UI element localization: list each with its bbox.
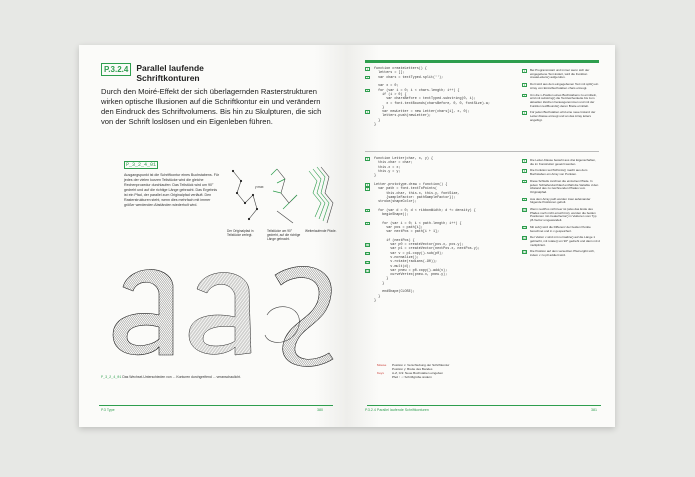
explanation-text: Die Funktion textToPoints() macht aus dem Buchstaben ein Array von Punkten. (530, 168, 588, 177)
code-text: } (374, 294, 381, 299)
line-marker (365, 102, 370, 106)
legend-value: Position y: Breite des Bandes (392, 367, 433, 371)
explanations-bottom (522, 159, 600, 261)
line-marker: 8 (366, 209, 369, 213)
footer-section: P.3 Type (101, 408, 115, 412)
explanation-marker: 2 (523, 84, 526, 88)
line-marker (365, 213, 370, 217)
code-text: for (var i = 0; i < path.length; i++) { (374, 221, 462, 226)
line-marker (365, 72, 370, 76)
code-text: beginShape(); (374, 213, 409, 217)
code-block-create-letters (365, 67, 517, 127)
line-marker (365, 196, 370, 200)
line-marker: 3 (366, 89, 369, 93)
explanation-item (522, 250, 600, 257)
code-text: var path = font.textToPoints( (374, 187, 438, 192)
code-text: for (var d = 0; d < ribbonWidth; d += density) { (374, 208, 476, 213)
code-text: {sampleFactor: pathSampleFactor}); (374, 195, 456, 200)
line-marker (365, 205, 370, 209)
code-text: var pos = path[i]; (374, 225, 423, 230)
line-marker: 9 (366, 222, 369, 226)
line-marker (365, 166, 370, 170)
explanation-text: Um die x-Position eines Buchstabens zu ermitteln, wird mit substring() die Textzeichenkette bis zum aktuellen Zeichen herausgenommen und mit der Funktion textBounds() deren Breite ermittelt. (530, 92, 597, 108)
explanation-text: Wenn nextPos nicht leer ist (also das Ende des Pfades noch nicht erreicht ist), werden die beiden Positionen mit createVector() in Vektoren vom Typ p5.Vector umgewandelt. (530, 207, 597, 223)
footer-page-number: 380 (317, 408, 323, 412)
code-text: var charsBefore = textTyped.substring(0, i); (374, 97, 476, 102)
code-text: this.char = char; (374, 161, 413, 166)
code-text: var p1 = createVector(nextPos.x, nextPos.y); (374, 247, 480, 252)
line-marker (365, 256, 370, 260)
code-text: this.x = x; (374, 165, 401, 170)
line-marker (365, 85, 370, 89)
section-divider (365, 151, 599, 152)
interaction-legend (377, 363, 449, 379)
explanation-marker: 10 (523, 209, 526, 213)
line-marker (365, 115, 370, 119)
code-line (365, 299, 517, 303)
explanation-marker: 6 (523, 170, 526, 174)
explanation-marker: 7 (523, 180, 526, 184)
explanation-item (522, 159, 600, 166)
code-text: function createLetters() { (374, 67, 427, 72)
line-marker (365, 175, 370, 179)
explanation-item (522, 198, 600, 205)
line-marker (365, 179, 370, 183)
figure-caption-1: Der Originalpfad in Teilstücke zerlegt. (227, 229, 254, 237)
line-marker (365, 192, 370, 196)
line-marker: 4 (366, 111, 369, 115)
code-text: } (374, 281, 385, 286)
explanation-item (522, 180, 600, 195)
legend-row-keys-2 (377, 375, 449, 379)
bottom-caption-tag: P_3_2_4_01 (101, 376, 122, 380)
line-marker (365, 295, 370, 299)
section-number: P.3.2.4 (101, 63, 131, 76)
code-text: var newLetter = new Letter(chars[i], x, 0); (374, 110, 470, 115)
code-text: var x = 0; (374, 84, 399, 89)
code-text: var pneu = p0.copy().add(v); (374, 268, 448, 273)
top-accent-bar (365, 60, 599, 63)
explanation-marker: 5 (523, 160, 526, 163)
line-marker (365, 80, 370, 84)
line-marker (365, 248, 370, 252)
code-text: curveVertex(pneu.x, pneu.y); (374, 273, 448, 278)
explanation-item (522, 226, 600, 233)
figure-rotated-segments (267, 165, 303, 227)
footer-rule (367, 405, 601, 406)
explanation-item (522, 236, 600, 247)
section-title: Parallel laufende Schriftkonturen (136, 63, 204, 83)
code-text: } (374, 105, 385, 110)
legend-key: Mouse (377, 363, 387, 367)
section-heading (101, 63, 256, 83)
code-reference-tag: P_3_2_4_01 (126, 162, 157, 168)
code-text: var chars = textTyped.split(''); (374, 75, 444, 80)
explanation-item (522, 83, 600, 90)
code-text: this.char, this.x, this.y, fontSize, (374, 191, 460, 196)
explanation-item (522, 111, 600, 122)
explanation-text: Bei Programmstart und immer wenn sich der eingegebene Text ändert, wird die Funktion createLetters() aufgerufen. (530, 68, 590, 80)
footer-page-number: 381 (591, 408, 597, 412)
code-text: } (374, 118, 381, 123)
line-marker (365, 200, 370, 204)
code-text: Letter.prototype.draw = function() { (374, 182, 448, 187)
line-marker (365, 162, 370, 166)
line-marker (365, 282, 370, 286)
bottom-caption-text: Das Wechsel-Unterschieden von ... Konturen durchgreifend ... veranschaulicht. (122, 375, 241, 379)
code-text: if (i > 0) { (374, 92, 407, 97)
lead-paragraph: Durch den Moiré-Effekt der sich überlagernden Rasterstrukturen wirken optische Illusionen auf die Schriftkontur ein und verändern den Eindruck des Schriftvolumens. Bis hin zu Skulpturen, die sich von der Schrift loslösen und ein Eigenleben führen. (101, 87, 322, 126)
code-text: v.normalize(); (374, 255, 419, 260)
code-text: stroke(shapeColor); (374, 200, 417, 205)
figure-caption-3: Weiterlaufende Pfade. (305, 229, 337, 233)
explanation-item (522, 94, 600, 109)
explanation-text: Mit sub() wird die Differenz der beiden Punkte berechnet und in v gespeichert. (530, 224, 591, 233)
explanation-text: Dort wird aus dem eingegebenen Text mit split() ein Array von Einzelbuchstaben chars erzeugt. (530, 82, 599, 90)
line-marker (365, 97, 370, 101)
explanation-text: Die Letter-Klasse besteht aus drei Eigenschaften, die im Konstruktor gesetzt werden. (530, 158, 596, 166)
line-marker (365, 265, 370, 269)
line-marker (365, 106, 370, 110)
line-marker (365, 239, 370, 243)
code-text: } (374, 277, 389, 282)
explanation-text: Der Vektor v wird mit normalize() auf die Länge 1 gebracht, mit rotate() um 90° gedreht und dann mit d multipliziert. (530, 235, 600, 247)
explanation-item (522, 208, 600, 223)
line-marker: 12 (366, 261, 369, 265)
legend-key: Keys (377, 371, 384, 375)
code-text: letters.push(newLetter); (374, 114, 431, 119)
explanation-text: Die Position auf dem versetzten Pfad ergibt sich, indem v zu p0 addiert wird. (530, 249, 595, 258)
line-marker (365, 286, 370, 290)
line-marker (365, 273, 370, 277)
line-marker: 10 (366, 244, 369, 248)
line-marker (365, 291, 370, 295)
explanation-item (522, 69, 600, 80)
code-text: } (374, 298, 377, 303)
line-marker: 1 (366, 68, 369, 72)
explanation-marker: 9 (523, 198, 526, 202)
explanation-text: Aus dem Array path werden zwei aufeinander folgende Positionen geholt. (530, 196, 591, 205)
code-text: function Letter(char, x, y) { (374, 157, 434, 162)
explanations-top (522, 69, 600, 125)
line-marker: 6 (366, 184, 369, 188)
legend-value: Pfeil ↑ ↓: Schriftgröße ändern (392, 375, 432, 379)
line-marker: 7 (366, 188, 369, 192)
explanation-marker: 3 (523, 94, 526, 98)
code-text: } (374, 123, 377, 127)
line-marker (365, 119, 370, 123)
code-text: var v = p1.copy().sub(p0); (374, 251, 444, 256)
code-text: this.y = y; (374, 170, 401, 175)
left-page (79, 45, 347, 427)
code-block-letter-class (365, 157, 517, 303)
letterform-illustration (99, 255, 339, 370)
code-text: var p0 = createVector(pos.x, pos.y); (374, 243, 464, 248)
code-line (365, 123, 517, 127)
line-marker (365, 299, 370, 303)
explanation-text: Für jeden Buchstaben wird eine neue Instanz der Letter-Klasse erzeugt und an das Array letters angefügt. (530, 110, 596, 122)
explanation-marker: 11 (523, 226, 526, 230)
line-marker: 11 (366, 252, 369, 256)
figure-parallel-paths (305, 165, 341, 227)
book-spread (79, 45, 615, 427)
code-text: for (var i = 0; i < chars.length; i++) { (374, 88, 460, 93)
figure-caption-2: Teilstücke um 90° gedreht, auf die richtige Länge gebracht. (267, 229, 301, 241)
bottom-caption (101, 375, 241, 380)
explanation-marker: 13 (523, 251, 526, 255)
explanation-marker: 1 (523, 70, 526, 73)
code-text: if (nextPos) { (374, 238, 415, 243)
code-text: } (374, 174, 377, 179)
line-marker: 5 (366, 158, 369, 162)
line-marker: 2 (366, 76, 369, 80)
legend-value: Position x: Verschiebung der Schriftkontur (392, 363, 450, 367)
code-text: var nextPos = path[i + 1]; (374, 230, 440, 235)
line-marker: 13 (366, 270, 369, 274)
explanation-item (522, 169, 600, 176)
line-marker (365, 235, 370, 239)
code-text: v.rotate(radians(-90)); (374, 260, 438, 265)
figure-axis-label: y max (255, 185, 264, 189)
explanation-marker: 12 (523, 237, 526, 241)
line-marker (365, 170, 370, 174)
explanation-marker: 4 (523, 112, 526, 116)
footer-rule (99, 405, 333, 406)
code-text: v.mult(d); (374, 264, 411, 269)
code-text: endShape(CLOSE); (374, 290, 415, 295)
line-marker (365, 93, 370, 97)
line-marker (365, 218, 370, 222)
code-text: letters = []; (374, 71, 405, 76)
figure-original-path (227, 165, 265, 225)
line-marker (365, 278, 370, 282)
body-text: Ausgangspunkt ist die Schriftkontur eines Buchstabens. Für jedes der vielen kurzen Teilstücke wird die gleiche Rechenprozedur durchlaufen: Das Teilstück wird um 90° gedreht und auf die richtige Länge gebracht. Das Ergebnis ist ein Pfad, der parallel zum Originalpfad verläuft. Den Rasterstrukturen steht, wenn dies mehrfach mit immer größer werdenden Abständen wiederholt wird. (124, 173, 220, 207)
line-marker (365, 123, 370, 127)
explanation-text: Diese Schleife zeichnet die einzelnen Pfade. In jedem Schleifendurchlauf enthält die Variable d den Abstand des zu zeichnenden Pfades vom Originalpfad. (530, 178, 599, 194)
right-page (347, 45, 615, 427)
code-text: x = font.textBounds(charsBefore, 0, 0, fontSize).w; (374, 101, 490, 106)
line-marker (365, 230, 370, 234)
line-marker (365, 226, 370, 230)
footer-section: P.3.2.4 Parallel laufende Schriftkonturen (365, 408, 429, 412)
legend-value: A-Z, 0-9: Neue Buchstaben eingeben (392, 371, 444, 375)
